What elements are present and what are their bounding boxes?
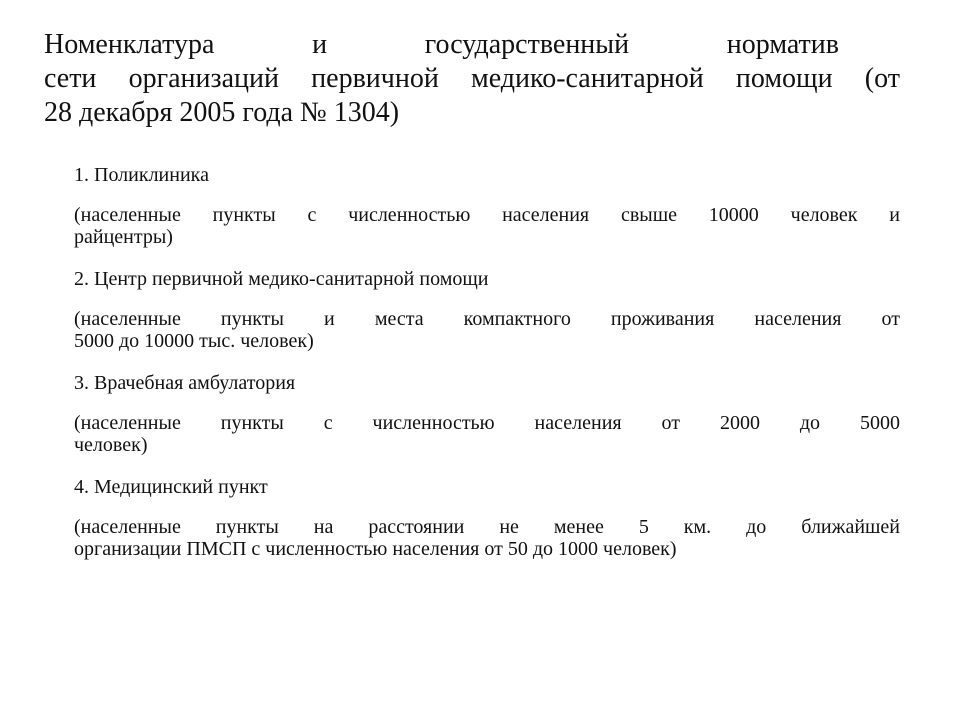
item-description-line-1: (населенные пункты и места компактного проживания населения от [74,308,900,330]
item-title: 4. Медицинский пункт [74,476,268,498]
item-title: 3. Врачебная амбулатория [74,372,296,394]
facility-list [74,158,900,574]
item-description [74,186,900,248]
item-description-line-2: 5000 до 10000 тыс. человек) [74,330,314,352]
item-description [74,290,900,352]
item-description [74,498,900,560]
item-description-line-1: (населенные пункты на расстоянии не менее 5 км. до ближайшей [74,516,900,538]
item-title: 2. Центр первичной медико-санитарной помощи [74,268,489,290]
item-title: 1. Поликлиника [74,164,209,186]
item-description-line-1: (населенные пункты с численностью населения свыше 10000 человек и [74,204,900,226]
item-description-line-2: организации ПМСП с численностью населения от 50 до 1000 человек) [74,538,677,560]
list-item-phc-center [74,262,900,352]
title-line-3: 28 декабря 2005 года № 1304) [44,97,400,128]
item-description-line-2: райцентры) [74,226,173,248]
title-line-1: Номенклатура и государственный норматив [44,29,839,60]
title-line-2: сети организаций первичной медико-санитарной помощи (от [44,63,900,94]
list-item-polyclinic [74,158,900,248]
list-item-ambulatory [74,366,900,456]
item-description [74,394,900,456]
item-description-line-1: (населенные пункты с численностью населения от 2000 до 5000 [74,412,900,434]
item-description-line-2: человек) [74,434,148,456]
slide-title [44,28,900,130]
list-item-medical-point [74,470,900,560]
